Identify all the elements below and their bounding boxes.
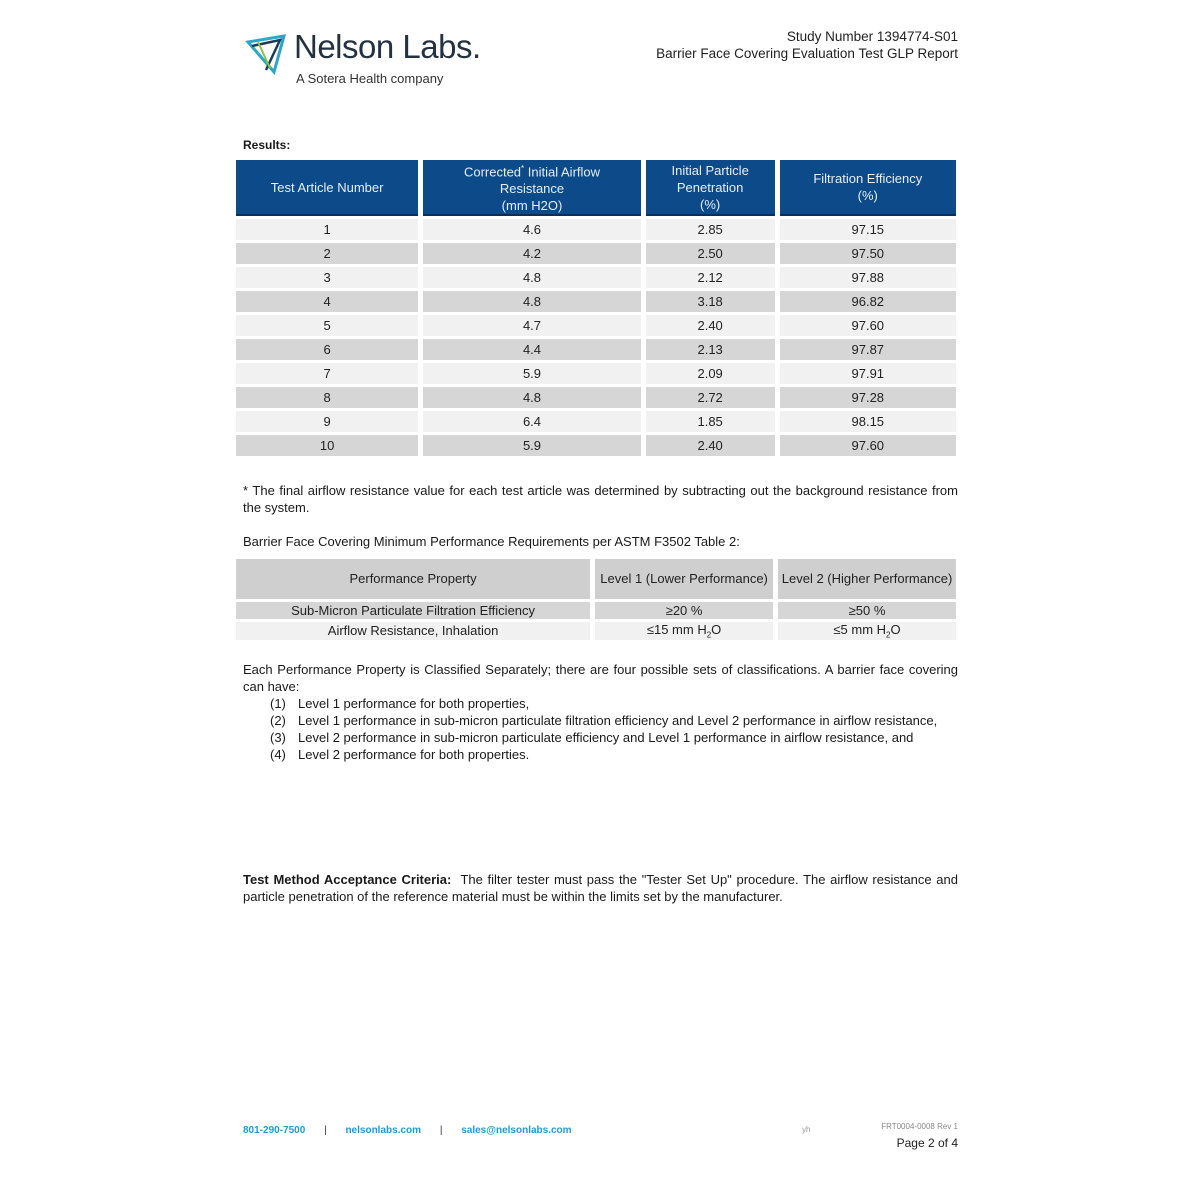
cell-efficiency: 97.60 — [780, 435, 956, 456]
footer-email-link[interactable]: sales@nelsonlabs.com — [461, 1125, 572, 1136]
resistance-footnote — [243, 482, 958, 516]
results-table — [231, 157, 961, 459]
item-number: (4) — [270, 747, 286, 762]
results-row — [236, 267, 956, 288]
classification-item — [270, 729, 958, 746]
requirements-row — [236, 622, 956, 640]
item-text: Level 1 performance in sub-micron particulate filtration efficiency and Level 2 performance in airflow resistance, — [298, 713, 938, 728]
criteria-text: The filter tester must pass the "Tester Set Up" procedure. The airflow resistance and particle penetration of the reference material must be within the limits set by the manufacturer. — [243, 872, 958, 904]
logo-brand-name: Nelson Labs. — [294, 28, 481, 65]
cell-penetration: 1.85 — [646, 411, 775, 432]
item-number: (2) — [270, 713, 286, 728]
cell-penetration: 2.12 — [646, 267, 775, 288]
results-row — [236, 435, 956, 456]
requirements-table — [231, 556, 961, 643]
req-level2: ≤5 mm $H_2O$ — [778, 622, 956, 640]
classification-intro: Each Performance Property is Classified Separately; there are four possible sets of classifications. A barrier face covering can have: — [243, 662, 958, 694]
cell-efficiency: 98.15 — [780, 411, 956, 432]
cell-efficiency: 97.60 — [780, 315, 956, 336]
cell-resistance: 4.6 — [423, 219, 641, 240]
classification-item — [270, 746, 958, 763]
footer-doc-id: FRT0004-0008 Rev 1 — [881, 1122, 958, 1131]
results-row — [236, 363, 956, 384]
col-header-efficiency: Filtration Efficiency (%) — [780, 160, 956, 216]
footer-mark: yh — [802, 1125, 811, 1134]
cell-article: 10 — [236, 435, 418, 456]
criteria-label: Test Method Acceptance Criteria: — [243, 872, 452, 887]
cell-efficiency: 96.82 — [780, 291, 956, 312]
results-row — [236, 387, 956, 408]
cell-penetration: 2.72 — [646, 387, 775, 408]
results-row — [236, 219, 956, 240]
results-row — [236, 243, 956, 264]
item-number: (1) — [270, 696, 286, 711]
cell-resistance: 5.9 — [423, 363, 641, 384]
cell-resistance: 4.4 — [423, 339, 641, 360]
shield-logo-icon — [244, 32, 290, 78]
footer-phone[interactable]: 801-290-7500 — [243, 1125, 306, 1136]
study-number: Study Number 1394774-S01 — [786, 29, 958, 44]
requirements-title: Barrier Face Covering Minimum Performance Requirements per ASTM F3502 Table 2: — [243, 534, 740, 549]
cell-penetration: 2.09 — [646, 363, 775, 384]
col-header-resistance: Corrected* Initial Airflow Resistance (mm H2O) — [423, 160, 641, 216]
footnote-mark: * — [243, 483, 249, 498]
item-text: Level 2 performance for both properties. — [298, 747, 530, 762]
cell-efficiency: 97.87 — [780, 339, 956, 360]
cell-article: 6 — [236, 339, 418, 360]
cell-resistance: 4.2 — [423, 243, 641, 264]
results-header-row — [236, 160, 956, 216]
classification-list — [243, 695, 958, 763]
requirements-row — [236, 602, 956, 619]
cell-penetration: 2.40 — [646, 315, 775, 336]
results-row — [236, 339, 956, 360]
item-text: Level 2 performance in sub-micron particulate efficiency and Level 1 performance in airflow resistance, and — [298, 730, 914, 745]
footer-separator: | — [324, 1125, 327, 1136]
item-text: Level 1 performance for both properties, — [298, 696, 530, 711]
cell-article: 2 — [236, 243, 418, 264]
footer-separator: | — [439, 1125, 443, 1136]
cell-resistance: 5.9 — [423, 435, 641, 456]
col-header-penetration: Initial Particle Penetration (%) — [646, 160, 775, 216]
report-header — [656, 28, 958, 62]
cell-article: 4 — [236, 291, 418, 312]
cell-penetration: 2.50 — [646, 243, 775, 264]
req-header-property: Performance Property — [236, 559, 590, 599]
cell-efficiency: 97.91 — [780, 363, 956, 384]
footnote-text: The final airflow resistance value for each test article was determined by subtracting out the background resistance from the system. — [243, 483, 958, 515]
req-property: Sub-Micron Particulate Filtration Efficiency — [236, 602, 590, 619]
cell-article: 3 — [236, 267, 418, 288]
req-level2: ≥50 % — [778, 602, 956, 619]
page-number: Page 2 of 4 — [896, 1136, 958, 1150]
req-header-level1: Level 1 (Lower Performance) — [595, 559, 773, 599]
cell-penetration: 2.85 — [646, 219, 775, 240]
results-row — [236, 411, 956, 432]
req-header-level2: Level 2 (Higher Performance) — [778, 559, 956, 599]
req-level1: ≤15 mm $H_2O$ — [595, 622, 773, 640]
classification-section — [243, 661, 958, 763]
logo-tagline: A Sotera Health company — [296, 71, 444, 86]
nelson-labs-logo — [244, 28, 504, 90]
classification-item — [270, 695, 958, 712]
cell-efficiency: 97.50 — [780, 243, 956, 264]
cell-article: 7 — [236, 363, 418, 384]
cell-article: 5 — [236, 315, 418, 336]
results-row — [236, 291, 956, 312]
acceptance-criteria — [243, 871, 958, 905]
requirements-header-row — [236, 559, 956, 599]
cell-efficiency: 97.28 — [780, 387, 956, 408]
cell-resistance: 4.8 — [423, 387, 641, 408]
footer-website-link[interactable]: nelsonlabs.com — [345, 1125, 422, 1136]
cell-resistance: 4.7 — [423, 315, 641, 336]
cell-article: 1 — [236, 219, 418, 240]
results-heading: Results: — [243, 138, 291, 152]
cell-resistance: 6.4 — [423, 411, 641, 432]
cell-resistance: 4.8 — [423, 267, 641, 288]
cell-penetration: 3.18 — [646, 291, 775, 312]
cell-efficiency: 97.15 — [780, 219, 956, 240]
req-level1: ≥20 % — [595, 602, 773, 619]
col-header-article: Test Article Number — [236, 160, 418, 216]
results-row — [236, 315, 956, 336]
cell-article: 9 — [236, 411, 418, 432]
footer-contact — [243, 1125, 572, 1136]
cell-penetration: 2.13 — [646, 339, 775, 360]
cell-efficiency: 97.88 — [780, 267, 956, 288]
cell-resistance: 4.8 — [423, 291, 641, 312]
cell-article: 8 — [236, 387, 418, 408]
cell-penetration: 2.40 — [646, 435, 775, 456]
req-property: Airflow Resistance, Inhalation — [236, 622, 590, 640]
classification-item — [270, 712, 958, 729]
item-number: (3) — [270, 730, 286, 745]
report-title: Barrier Face Covering Evaluation Test GLP Report — [656, 46, 958, 61]
